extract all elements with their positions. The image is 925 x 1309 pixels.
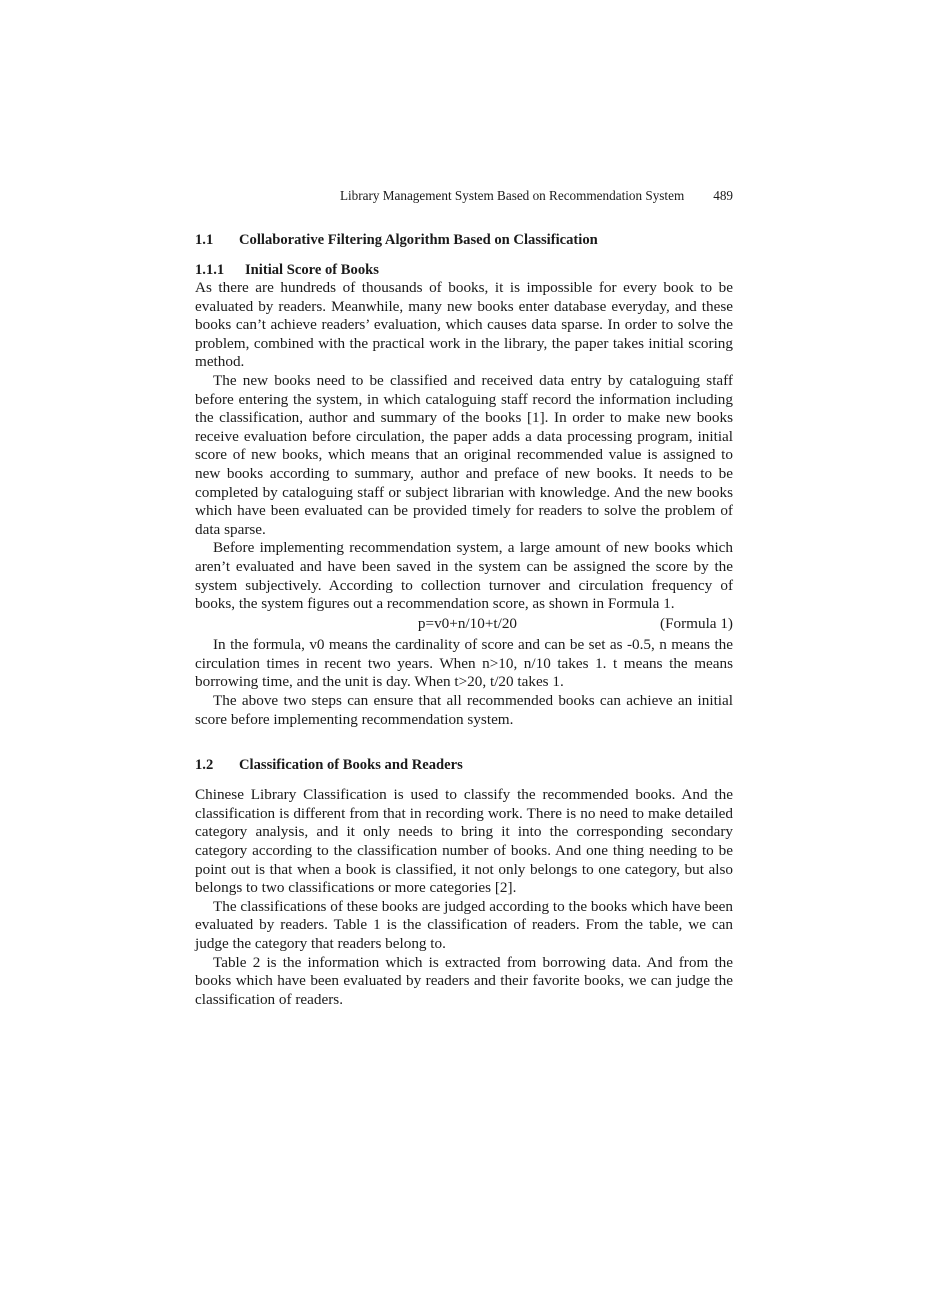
paragraph: Table 2 is the information which is extracted from borrowing data. And from the books which have been evaluated by readers and their favorite books, we can judge the classification of readers. [195, 953, 733, 1008]
formula-label: (Formula 1) [660, 614, 733, 632]
formula-expression: p=v0+n/10+t/20 [417, 614, 518, 632]
running-head-title: Library Management System Based on Recommendation System [339, 188, 685, 203]
section-number: 1.1 [195, 232, 214, 248]
section-title: Classification of Books and Readers [239, 757, 463, 774]
paragraph: Before implementing recommendation system, a large amount of new books which aren’t evaluated and have been saved in the system can be assigned the score by the system subjectively. According to collection turnover and circulation frequency of books, the system figures out a recommendation score, as shown in Formula 1. [195, 539, 733, 613]
paragraph: Chinese Library Classification is used to classify the recommended books. And the classification is different from that in recording work. There is no need to make detailed category analysis, and it only needs to bring it into the corresponding secondary category according to the classification number of books. And one thing needing to be point out is that when a book is classified, it not only belongs to one category, but also belongs to two classifications or more categories [2]. [195, 786, 733, 897]
subsection-title: Initial Score of Books [245, 262, 379, 278]
paragraph: The classifications of these books are judged according to the books which have been evaluated by readers. Table 1 is the classification of readers. From the table, we can judge the category that readers belong to. [195, 897, 734, 952]
paragraph: As there are hundreds of thousands of books, it is impossible for every book to be evaluated by readers. Meanwhile, many new books enter database everyday, and these books can’t achieve readers’ evaluation, which causes data sparse. In order to solve the problem, combined with the practical work in the library, the paper takes initial scoring method. [195, 279, 733, 371]
running-head [195, 187, 733, 205]
formula [195, 615, 733, 634]
section-number: 1.2 [195, 757, 214, 774]
section-heading-1-1 [195, 231, 733, 249]
section-title: Collaborative Filtering Algorithm Based on Classification [239, 232, 598, 248]
subsection-number: 1.1.1 [195, 262, 225, 278]
subsection-heading-1-1-1 [195, 261, 733, 279]
paper-page [195, 187, 733, 1009]
page-number: 489 [713, 188, 733, 203]
paragraph: The above two steps can ensure that all recommended books can achieve an initial score before implementing recommendation system. [195, 692, 733, 728]
section-heading-1-2 [195, 756, 733, 774]
paragraph: The new books need to be classified and received data entry by cataloguing staff before entering the system, in which cataloguing staff record the information including the classification, author and summary of the books [1]. In order to make new books receive evaluation before circulation, the paper adds a data processing program, initial score of new books, which means that an original recommended value is assigned to new books according to summary, author and preface of new books. It needs to be completed by cataloguing staff or subject librarian with knowledge. And the new books which have been evaluated can be provided timely for readers to solve the problem of data sparse. [195, 371, 733, 538]
paragraph: In the formula, v0 means the cardinality of score and can be set as -0.5, n means the circulation times in recent two years. When n>10, n/10 takes 1. t means the means borrowing time, and the unit is day. When t>20, t/20 takes 1. [195, 636, 733, 691]
